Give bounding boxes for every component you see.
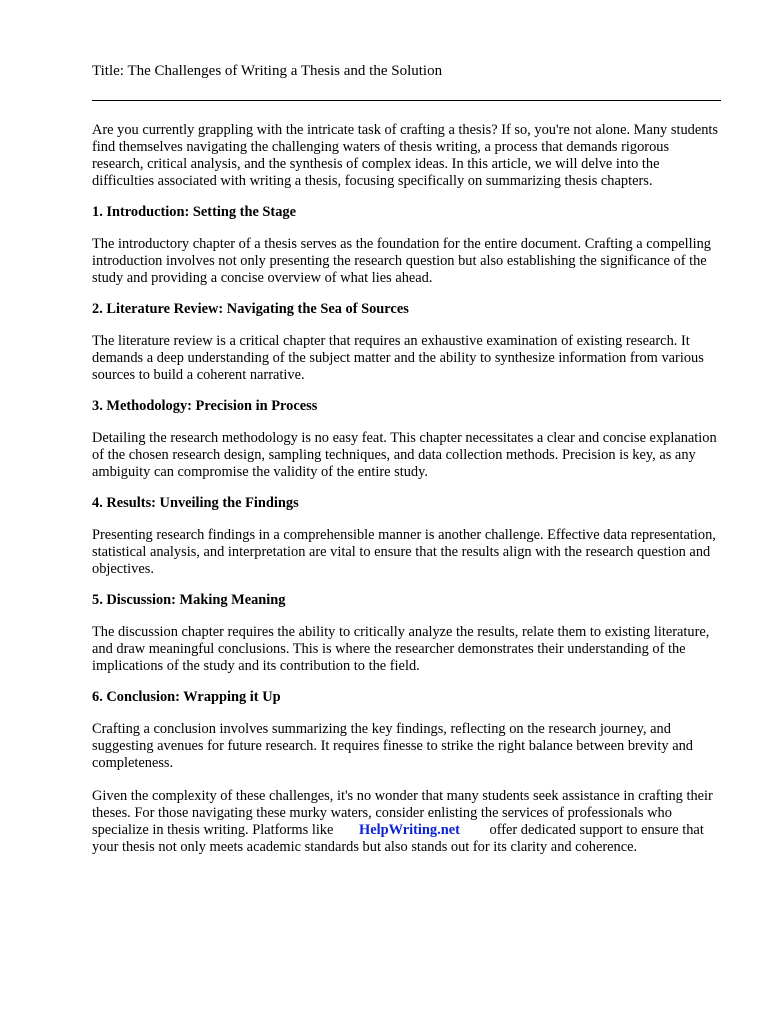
section-introduction — [92, 204, 724, 287]
section-literature-review — [92, 301, 724, 384]
closing-paragraph — [92, 788, 724, 856]
closing-text-after-link: offer dedicated support to ensure that your thesis not only meets academic standards but also stands out for its clarity and coherence. — [92, 822, 704, 855]
section-discussion — [92, 592, 724, 675]
section-heading: 5. Discussion: Making Meaning — [92, 592, 286, 608]
section-body: Crafting a conclusion involves summarizing the key findings, reflecting on the research journey, and suggesting avenues for future research. It requires finesse to strike the right balance between brevity and completeness. — [92, 721, 693, 771]
section-body: Presenting research findings in a comprehensible manner is another challenge. Effective data representation, statistical analysis, and interpretation are vital to ensure that the results align with the research question and objectives. — [92, 527, 716, 577]
closing-text-before-link: Given the complexity of these challenges, it's no wonder that many students seek assistance in crafting their theses. For those navigating these murky waters, consider enlisting the services of professionals who specialize in thesis writing. Platforms like — [92, 788, 713, 838]
section-heading: 6. Conclusion: Wrapping it Up — [92, 689, 281, 705]
title-divider — [92, 100, 721, 101]
helpwriting-link[interactable]: HelpWriting.net — [359, 822, 460, 838]
document-title: Title: The Challenges of Writing a Thesis and the Solution — [92, 63, 443, 79]
section-body: The discussion chapter requires the ability to critically analyze the results, relate them to existing literature, and draw meaningful conclusions. This is where the researcher demonstrates their understanding of the implications of the study and its contribution to the field. — [92, 624, 710, 674]
section-body: The introductory chapter of a thesis serves as the foundation for the entire document. Crafting a compelling introduction involves not only presenting the research question but also establishing the significance of the study and providing a concise overview of what lies ahead. — [92, 236, 712, 286]
section-heading: 1. Introduction: Setting the Stage — [92, 204, 297, 220]
section-heading: 2. Literature Review: Navigating the Sea of Sources — [92, 301, 409, 317]
section-body: The literature review is a critical chapter that requires an exhaustive examination of existing research. It demands a deep understanding of the subject matter and the ability to synthesize information from various sources to build a coherent narrative. — [92, 333, 704, 383]
section-methodology — [92, 398, 724, 481]
intro-paragraph: Are you currently grappling with the intricate task of crafting a thesis? If so, you're not alone. Many students find themselves navigating the challenging waters of thesis writing, a process that demands rigorous research, critical analysis, and the synthesis of complex ideas. In this article, we will delve into the difficulties associated with writing a thesis, focusing specifically on summarizing thesis chapters. — [92, 122, 719, 189]
section-heading: 3. Methodology: Precision in Process — [92, 398, 318, 414]
section-heading: 4. Results: Unveiling the Findings — [92, 495, 299, 511]
document-body — [92, 122, 724, 856]
section-body: Detailing the research methodology is no easy feat. This chapter necessitates a clear and concise explanation of the chosen research design, sampling techniques, and data collection methods. Precision is key, as any ambiguity can compromise the validity of the entire study. — [92, 430, 717, 480]
section-conclusion — [92, 689, 724, 772]
section-results — [92, 495, 724, 578]
